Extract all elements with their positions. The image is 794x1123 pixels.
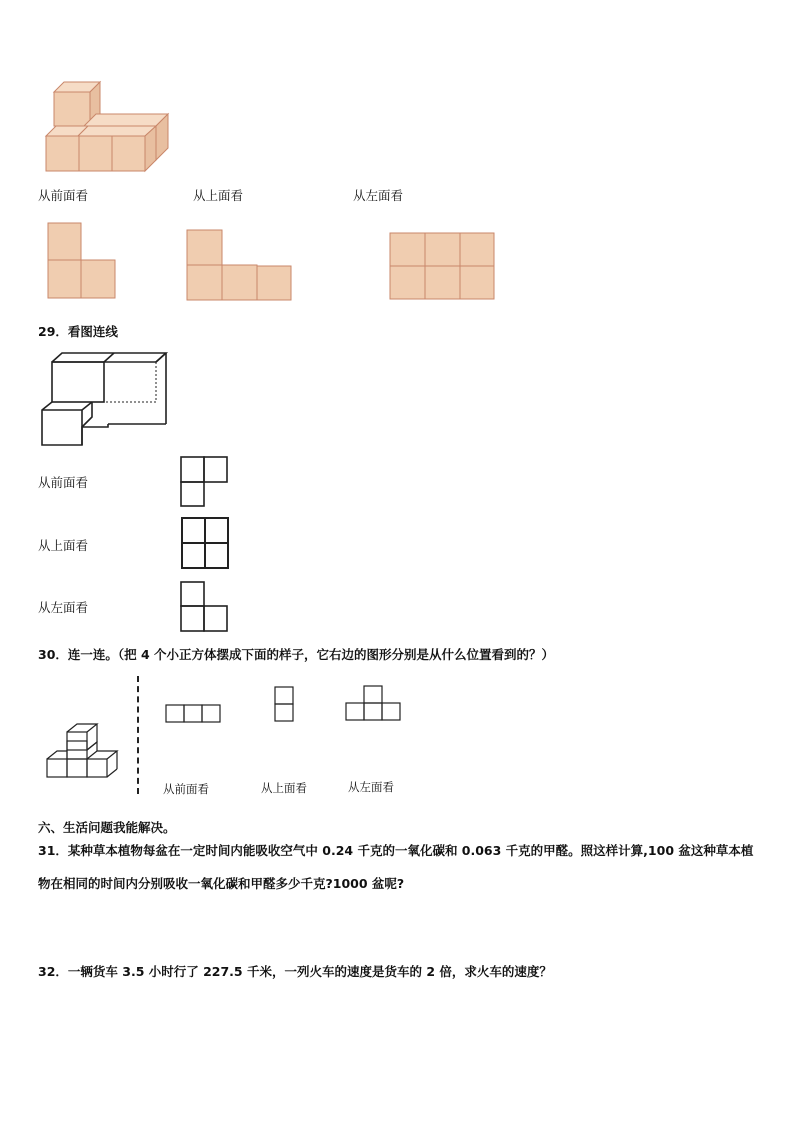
q28-top-label: 从上面看 [193,188,244,203]
q29-title: 29．看图连线 [38,324,118,339]
q31-text: 31．某种草本植物每盆在一定时间内能吸收空气中 0.24 千克的一氧化碳和 0.063 千克的甲醛。照这样计算,100 盆这种草本植物在相同的时间内分别吸收一氧化碳和甲醛多少千克?1000 盆呢? [38,843,754,891]
q30-shape-column-of-two[interactable] [274,686,296,724]
q29-option-top-shape[interactable] [181,517,231,571]
q30-title: 30．连一连。（把 4 个小正方体摆成下面的样子，它右边的图形分别是从什么位置看到的？） [38,647,555,662]
q30-top-label[interactable]: 从上面看 [261,781,307,795]
q30-shape-t-shape[interactable] [345,685,403,723]
q32-text: 32．一辆货车 3.5 小时行了 227.5 千米，一列火车的速度是货车的 2 倍，求火车的速度？ [38,964,552,979]
q29-option-front-shape[interactable] [180,456,230,508]
q28-front-view [47,222,119,300]
q28-front-label: 从前面看 [38,188,89,203]
q28-left-view [389,232,497,302]
q28-top-view [186,229,294,303]
q29-cube-figure [38,352,130,447]
q30-front-label[interactable]: 从前面看 [163,782,209,796]
q29-option-left-shape[interactable] [180,581,230,633]
q30-shape-row-of-three[interactable] [165,704,223,724]
q29-front-label: 从前面看 [38,475,89,490]
q30-dashed-divider [137,676,139,794]
q30-cube-figure [45,722,125,782]
q28-cube-figure [40,80,175,175]
q29-left-label: 从左面看 [38,600,89,615]
section-6-title: 六、生活问题我能解决。 [38,820,176,835]
q28-left-label: 从左面看 [353,188,404,203]
q29-top-label: 从上面看 [38,538,89,553]
q30-left-label[interactable]: 从左面看 [348,780,394,794]
